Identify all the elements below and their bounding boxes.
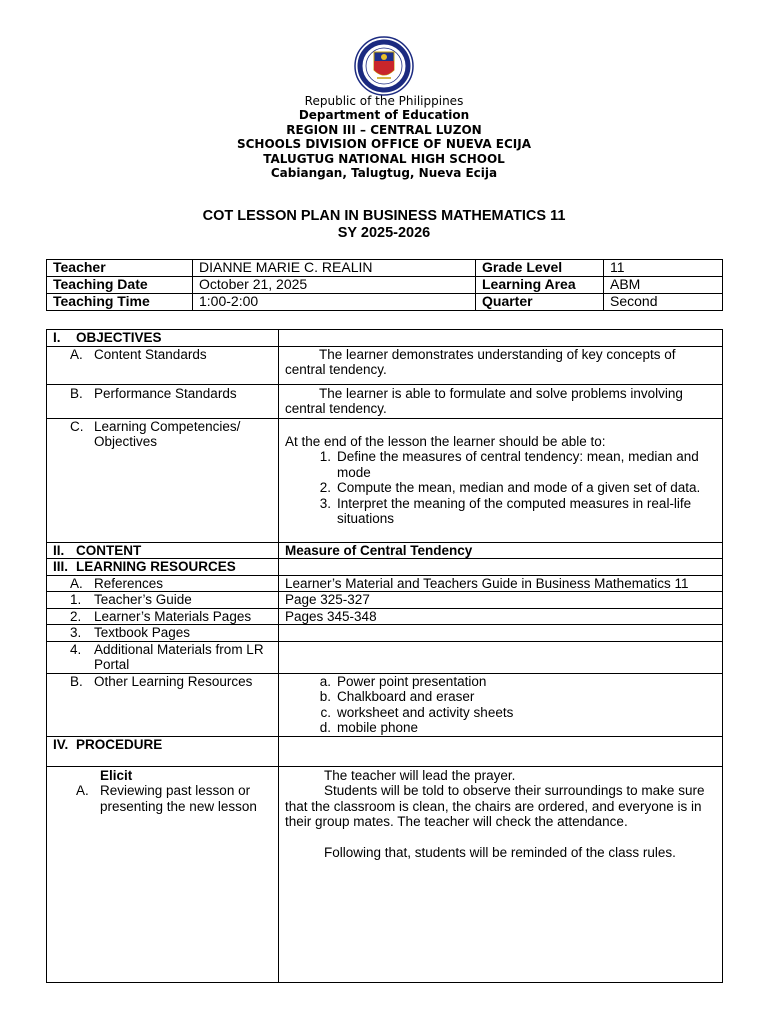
info-row [47, 260, 723, 277]
competencies-label: Learning Competencies/ Objectives [94, 418, 241, 449]
list-item: c. worksheet and activity sheets [320, 704, 514, 720]
learners-materials-value: Pages 345-348 [279, 608, 723, 625]
school-header [0, 94, 768, 180]
content-value: Measure of Central Tendency [279, 542, 723, 559]
section-number: II. [53, 542, 65, 558]
teacher-value: DIANNE MARIE C. REALIN [193, 260, 476, 277]
procedure-paragraph: The teacher will lead the prayer. [324, 767, 516, 783]
item-letter: B. [70, 673, 83, 689]
item-letter: A. [70, 346, 83, 362]
region-line: REGION III – CENTRAL LUZON [286, 122, 482, 137]
deped-seal-logo [341, 36, 427, 96]
item-letter: A. [76, 783, 89, 798]
procedure-paragraph: Students will be told to observe their surroundings to make sure that the classroom is clean, the chairs are ordered, and everyone is in their group mates. The teacher will check the attendance. [285, 783, 705, 829]
item-letter: C. [70, 418, 84, 434]
procedure-header-row [47, 736, 723, 766]
competencies-row [47, 418, 723, 542]
section-title: LEARNING RESOURCES [76, 559, 236, 574]
item-number: 4. [70, 641, 82, 657]
teacher-label: Teacher [47, 260, 193, 277]
title-line-2: SY 2025-2026 [337, 225, 431, 241]
learners-materials-row [47, 608, 723, 625]
performance-standards-text: The learner is able to formulate and solve problems involving central tendency. [279, 384, 723, 418]
division-line: SCHOOLS DIVISION OFFICE OF NUEVA ECIJA [236, 137, 532, 152]
section-title: PROCEDURE [76, 736, 163, 752]
item-number: 1. [70, 592, 82, 607]
date-value: October 21, 2025 [193, 277, 476, 294]
date-label: Teaching Date [47, 277, 193, 294]
grade-label: Grade Level [476, 260, 604, 277]
performance-standards-label: Performance Standards [94, 385, 237, 401]
list-item: 1. Define the measures of central tendency: mean, median and mode [319, 449, 699, 480]
content-standards-label: Content Standards [94, 346, 207, 362]
section-title: CONTENT [76, 542, 142, 558]
title-line-1: COT LESSON PLAN IN BUSINESS MATHEMATICS 11 [202, 208, 566, 224]
time-label: Teaching Time [47, 294, 193, 311]
item-number: 2. [70, 608, 82, 624]
references-label: References [94, 575, 164, 591]
quarter-value: Second [604, 294, 723, 311]
info-row [47, 294, 723, 311]
textbook-pages-row [47, 625, 723, 642]
quarter-label: Quarter [476, 294, 604, 311]
elicit-label: Elicit [100, 767, 133, 783]
teachers-guide-label: Teacher’s Guide [94, 592, 192, 607]
teachers-guide-row [47, 592, 723, 609]
list-item: d. mobile phone [319, 720, 419, 735]
department-line: Department of Education [298, 108, 470, 123]
other-resources-label: Other Learning Resources [94, 673, 253, 689]
document-title [0, 208, 768, 242]
procedure-paragraph: Following that, students will be reminded of the class rules. [324, 844, 676, 860]
learners-materials-label: Learner’s Materials Pages [94, 608, 252, 624]
review-lesson-label: Reviewing past lesson or presenting the new lesson [100, 783, 257, 814]
performance-standards-row [47, 384, 723, 418]
lesson-plan-table [46, 329, 723, 983]
elicit-row [47, 766, 723, 982]
list-item: 3. Interpret the meaning of the computed measures in real-life situations [319, 495, 692, 526]
school-name: TALUGTUG NATIONAL HIGH SCHOOL [263, 151, 505, 166]
competencies-intro: At the end of the lesson the learner should be able to: [285, 433, 606, 449]
info-row [47, 277, 723, 294]
item-number: 3. [70, 625, 82, 640]
objectives-header-row [47, 330, 723, 347]
content-standards-text: The learner demonstrates understanding of key concepts of central tendency. [279, 346, 723, 384]
list-item: b. Chalkboard and eraser [319, 689, 475, 704]
list-item: 2. Compute the mean, median and mode of a given set of data. [319, 480, 701, 495]
section-number: III. [53, 559, 69, 574]
item-letter: A. [70, 575, 83, 591]
textbook-pages-label: Textbook Pages [94, 625, 191, 640]
learning-resources-row [47, 559, 723, 576]
content-standards-row [47, 346, 723, 384]
references-value: Learner’s Material and Teachers Guide in Business Mathematics 11 [279, 575, 723, 592]
additional-materials-label: Additional Materials from LR Portal [94, 641, 264, 672]
section-number: IV. [53, 736, 69, 752]
section-title: OBJECTIVES [76, 330, 162, 345]
republic-line: Republic of the Philippines [304, 94, 464, 108]
info-table [46, 259, 723, 311]
references-row [47, 575, 723, 592]
list-item: a. Power point presentation [319, 673, 487, 689]
area-label: Learning Area [476, 277, 604, 294]
section-number: I. [53, 330, 61, 345]
time-value: 1:00-2:00 [193, 294, 476, 311]
grade-value: 11 [604, 260, 723, 277]
teachers-guide-value: Page 325-327 [279, 592, 723, 609]
content-row [47, 542, 723, 559]
area-value: ABM [604, 277, 723, 294]
other-resources-row [47, 673, 723, 736]
additional-materials-row [47, 641, 723, 673]
item-letter: B. [70, 385, 83, 401]
school-address: Cabiangan, Talugtug, Nueva Ecija [270, 166, 498, 181]
